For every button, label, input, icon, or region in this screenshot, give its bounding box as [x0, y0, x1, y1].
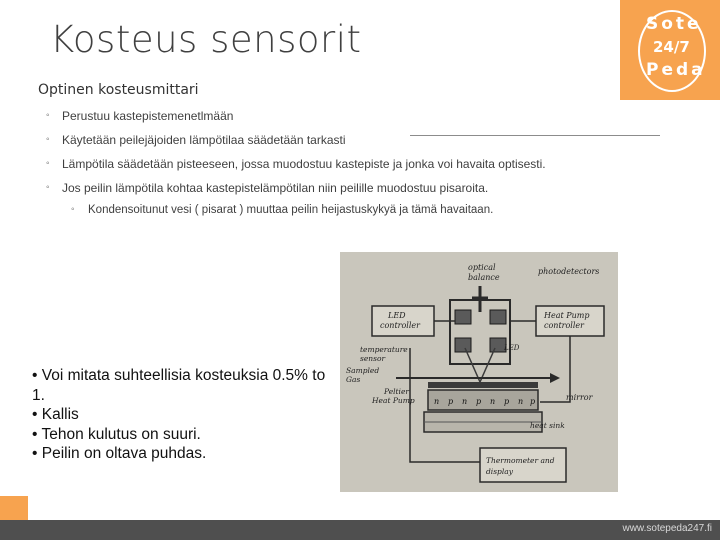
footer-url: www.sotepeda247.fi	[622, 523, 712, 534]
label-heat-pump: Heat Pump	[372, 396, 415, 405]
np-label: n	[490, 397, 496, 406]
note-item: • Tehon kulutus on suuri.	[32, 425, 201, 443]
bullet-marker: ◦	[71, 204, 75, 215]
bullet-marker: ◦	[46, 134, 50, 145]
bullet-text: Perustuu kastepistemenetlmään	[62, 109, 234, 123]
label-led-controller-1: LED	[388, 311, 406, 320]
label-sensor: sensor	[360, 354, 386, 363]
footer-bar	[0, 520, 720, 540]
label-thermometer: Thermometer and	[486, 456, 555, 465]
section-heading: Optinen kosteusmittari	[38, 82, 199, 98]
chilled-mirror-diagram	[340, 252, 618, 492]
label-balance: balance	[468, 273, 500, 282]
label-heat-pump-controller-2: controller	[544, 321, 584, 330]
logo-text-middle: 24/7	[653, 38, 690, 56]
logo-text-bottom: Peda	[646, 60, 706, 80]
bullet-text: Käytetään peilejäjoiden lämpötilaa säädetään tarkasti	[62, 133, 346, 147]
bullet-marker: ◦	[46, 158, 50, 169]
label-display: display	[486, 467, 513, 476]
note-item: • Voi mitata suhteellisia kosteuksia 0.5% to 1.	[32, 367, 326, 404]
np-label: n	[462, 397, 468, 406]
np-label: p	[476, 397, 482, 406]
thermometer-display-box	[480, 448, 566, 482]
np-label: p	[530, 397, 536, 406]
label-led-controller-2: controller	[380, 321, 420, 330]
photodetector-right	[490, 310, 506, 324]
mirror-plate	[428, 382, 538, 388]
label-sampled: Sampled	[346, 366, 380, 375]
label-optical: optical	[468, 263, 496, 272]
bullet-text: Lämpötila säädetään pisteeseen, jossa muodostuu kastepiste ja jonka voi havaita optisesti.	[62, 157, 546, 171]
sub-bullet-item	[44, 200, 664, 220]
bullet-text: Jos peilin lämpötila kohtaa kastepistelämpötilan niin peilille muodostuu pisaroita.	[62, 181, 489, 195]
note-item: • Kallis	[32, 406, 79, 423]
notes-list	[32, 366, 332, 464]
bullet-list	[44, 104, 664, 220]
np-label: p	[504, 397, 510, 406]
bullet-item	[44, 176, 664, 200]
label-heat-pump-controller-1: Heat Pump	[544, 311, 590, 320]
slide-title: Kosteus sensorit	[50, 18, 362, 61]
label-peltier: Peltier	[384, 387, 409, 396]
label-heat-sink: heat sink	[530, 421, 565, 430]
sub-bullet-text: Kondensoitunut vesi ( pisarat ) muuttaa peilin heijastuskykyä ja tämä havaitaan.	[88, 204, 494, 216]
np-label: n	[518, 397, 524, 406]
label-temperature: temperature	[360, 345, 408, 354]
photodetector-left	[455, 310, 471, 324]
label-led: LED	[504, 344, 520, 352]
label-photodetectors: photodetectors	[538, 267, 600, 276]
label-mirror: mirror	[566, 393, 593, 402]
bullet-marker: ◦	[46, 110, 50, 121]
led-left	[455, 338, 471, 352]
note-item: • Peilin on oltava puhdas.	[32, 445, 207, 462]
sotepeda-logo	[620, 0, 720, 100]
bullet-marker: ◦	[46, 182, 50, 193]
diagram-svg	[340, 252, 618, 492]
logo-text-top: Sote	[646, 14, 702, 34]
bullet-item	[44, 128, 664, 152]
label-gas: Gas	[346, 375, 361, 384]
np-label: n	[434, 397, 440, 406]
bullet-item	[44, 104, 664, 128]
np-label: p	[448, 397, 454, 406]
bullet-item	[44, 152, 664, 176]
